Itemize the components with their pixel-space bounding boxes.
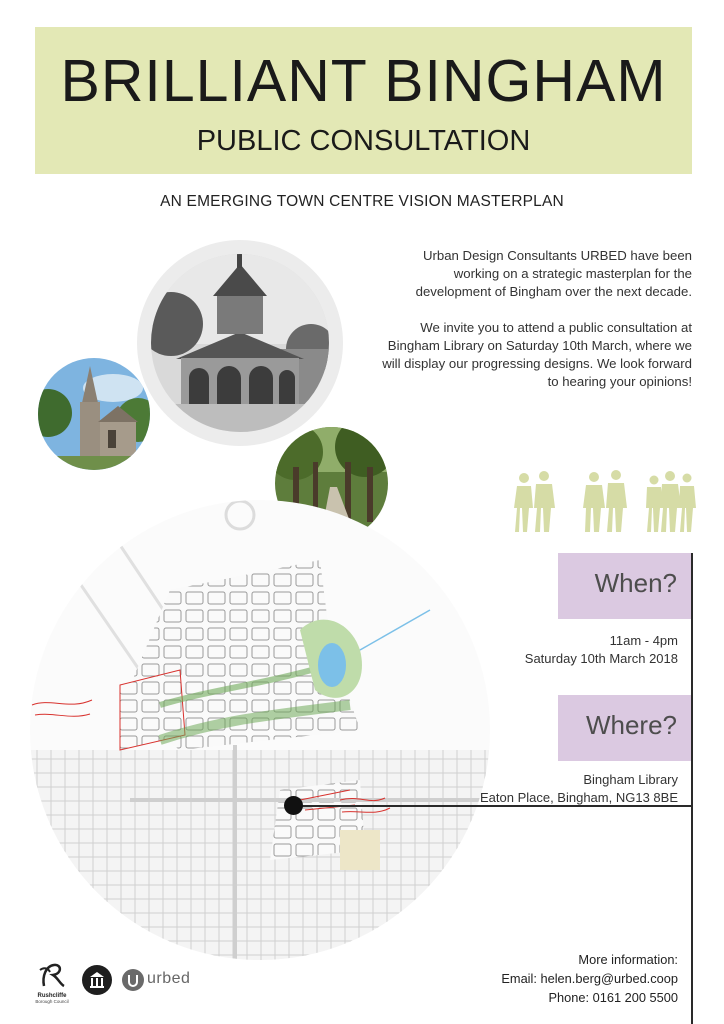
when-details bbox=[525, 632, 678, 668]
page-subtitle: PUBLIC CONSULTATION bbox=[196, 125, 531, 157]
urbed-logo bbox=[122, 968, 192, 994]
buttercross-photo bbox=[151, 254, 329, 432]
where-panel bbox=[558, 695, 691, 761]
contact-phone: Phone: 0161 200 5500 bbox=[548, 990, 678, 1005]
page-title: BRILLIANT BINGHAM bbox=[60, 48, 667, 114]
church-photo bbox=[38, 358, 150, 470]
intro-paragraph-1: Urban Design Consultants URBED have been working on a strategic masterplan for the development of Bingham over the next decade. bbox=[415, 248, 692, 300]
intro-text bbox=[380, 247, 692, 408]
intro-paragraph-2: We invite you to attend a public consultation at Bingham Library on Saturday 10th March, where we will display our progressing designs. We look forward to hearing your opinions! bbox=[382, 319, 692, 390]
urbed-emblem-icon bbox=[122, 969, 144, 991]
event-time: 11am - 4pm bbox=[609, 633, 678, 648]
when-heading: When? bbox=[594, 568, 677, 598]
rushcliffe-subtitle: Borough Council bbox=[35, 999, 69, 1004]
library-logo-icon bbox=[82, 965, 112, 995]
event-date: Saturday 10th March 2018 bbox=[524, 651, 678, 666]
when-panel bbox=[558, 553, 691, 619]
where-details bbox=[480, 771, 678, 807]
location-marker-icon bbox=[284, 796, 303, 815]
title-banner bbox=[35, 27, 692, 174]
people-silhouettes-icon bbox=[512, 468, 697, 532]
contact-info bbox=[501, 950, 678, 1007]
venue-name: Bingham Library bbox=[583, 772, 678, 787]
venue-address: Eaton Place, Bingham, NG13 8BE bbox=[479, 790, 678, 805]
contact-heading: More information: bbox=[578, 952, 678, 967]
rushcliffe-logo bbox=[31, 962, 73, 1006]
contact-email[interactable]: Email: helen.berg@urbed.coop bbox=[501, 971, 678, 986]
timeline-vertical-line bbox=[691, 553, 693, 1024]
town-masterplan-map bbox=[30, 500, 490, 960]
rushcliffe-name: Rushcliffe bbox=[37, 993, 67, 999]
where-heading: Where? bbox=[585, 710, 677, 740]
urbed-wordmark: urbed bbox=[147, 970, 191, 987]
rushcliffe-emblem-icon bbox=[38, 962, 66, 988]
tagline: AN EMERGING TOWN CENTRE VISION MASTERPLAN bbox=[160, 193, 564, 210]
